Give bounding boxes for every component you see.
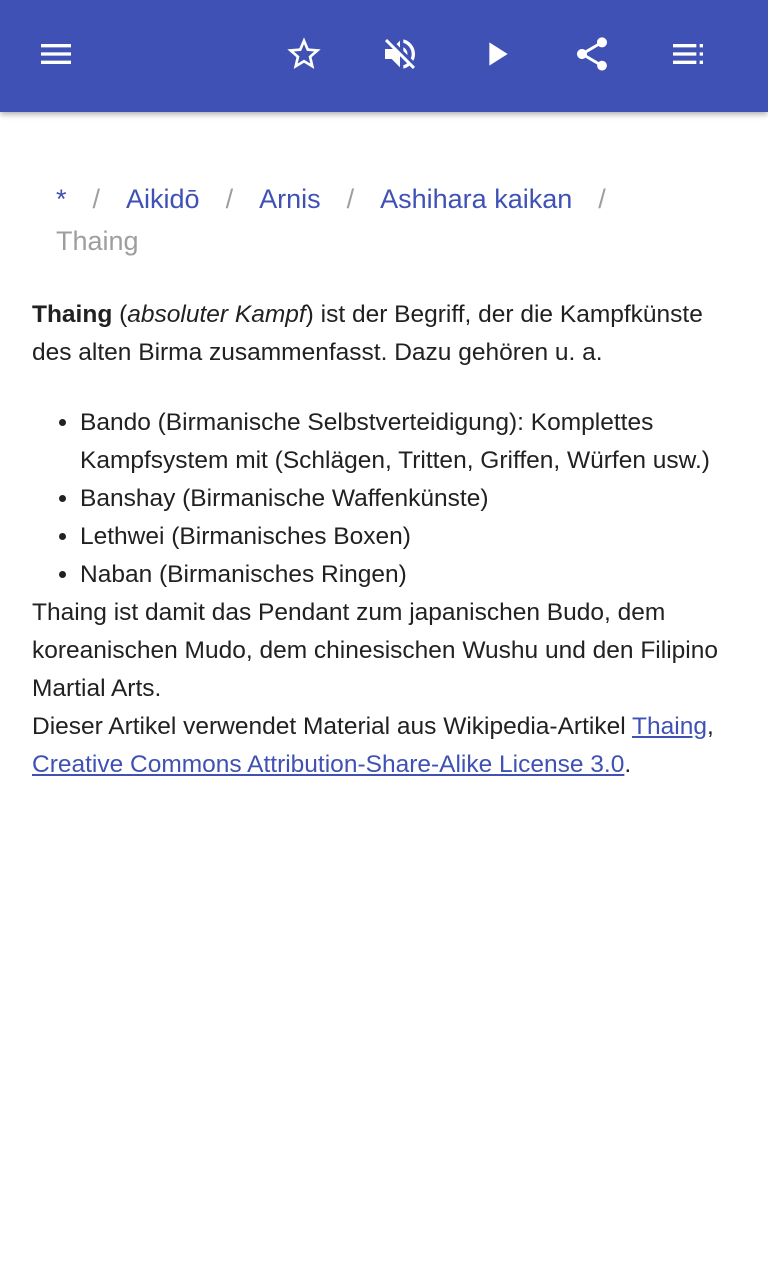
share-icon <box>572 34 612 79</box>
breadcrumb-separator: / <box>225 184 234 214</box>
martial-arts-list <box>32 404 722 594</box>
article-body <box>32 296 722 784</box>
favorite-button[interactable] <box>276 28 332 84</box>
attribution <box>32 708 722 784</box>
menu-button[interactable] <box>28 28 84 84</box>
breadcrumb-separator: / <box>92 184 101 214</box>
article-translation: absoluter Kampf <box>127 301 306 328</box>
breadcrumb-separator: / <box>598 184 606 214</box>
hamburger-menu-icon <box>36 34 76 79</box>
wikipedia-article-link[interactable]: Thaing <box>632 713 707 740</box>
attribution-comma: , <box>706 713 714 740</box>
breadcrumb-item-root[interactable]: * <box>56 184 67 214</box>
list-item: • Lethwei (Birmanisches Boxen) <box>80 518 722 556</box>
article-conclusion: Thaing ist damit das Pendant zum japanischen Budo, dem koreanischen Mudo, dem chinesischen Wushu und den Filipino Martial Arts. <box>32 599 718 702</box>
mute-button[interactable] <box>372 28 428 84</box>
intro-open-paren: ( <box>112 301 128 328</box>
list-item: • Naban (Birmanisches Ringen) <box>80 556 722 594</box>
article-intro <box>32 296 722 372</box>
breadcrumb <box>56 178 736 262</box>
volume-off-icon <box>380 34 420 79</box>
playlist-button[interactable] <box>660 28 716 84</box>
app-bar <box>0 0 768 112</box>
license-link[interactable]: Creative Commons Attribution-Share-Alike License 3.0 <box>32 751 625 778</box>
breadcrumb-item-ashihara-kaikan[interactable]: Ashihara kaikan <box>380 184 573 214</box>
breadcrumb-separator: / <box>346 184 355 214</box>
list-item: • Banshay (Birmanische Waffenkünste) <box>80 480 722 518</box>
list-item: • Bando (Birmanische Selbstverteidigung): Komplettes Kampfsystem mit (Schlägen, Tritten, Griffen, Würfen usw.) <box>80 404 722 480</box>
play-icon <box>476 34 516 79</box>
breadcrumb-current: Thaing <box>56 226 139 256</box>
intro-text: ) ist der Begriff, der die Kampfkünste des alten Birma zusammenfasst. Dazu gehören u. a. <box>32 301 703 366</box>
attribution-text: Dieser Artikel verwendet Material aus Wikipedia-Artikel <box>32 713 633 740</box>
star-outline-icon <box>284 34 324 79</box>
attribution-period: . <box>624 751 632 778</box>
article-term: Thaing <box>32 301 113 328</box>
play-button[interactable] <box>468 28 524 84</box>
breadcrumb-item-arnis[interactable]: Arnis <box>259 184 321 214</box>
share-button[interactable] <box>564 28 620 84</box>
playlist-icon <box>668 34 708 79</box>
breadcrumb-item-aikido[interactable]: Aikidō <box>126 184 200 214</box>
